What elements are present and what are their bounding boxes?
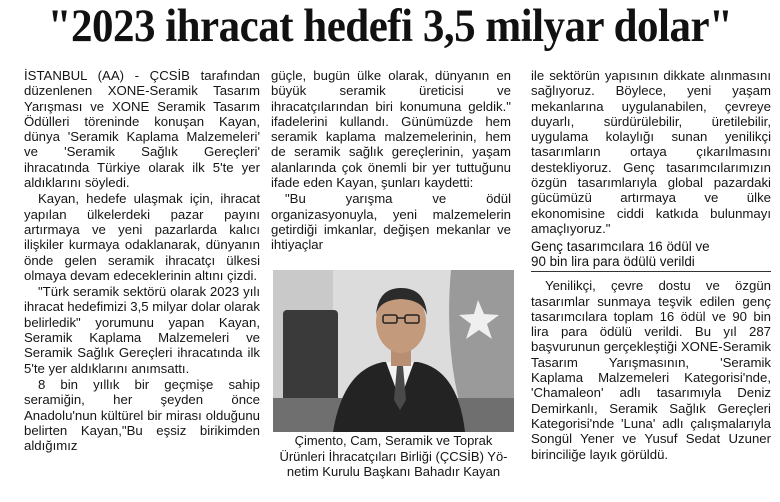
caption-line: Ürünleri İhracatçıları Birliği (ÇCSİB) Yö-	[279, 448, 508, 464]
article-column-1	[24, 68, 260, 454]
caption-line: netim Kurulu Başkanı Bahadır Kayan	[286, 464, 501, 479]
article-column-2	[271, 68, 511, 254]
paragraph: "Bu yarışma ve ödül organizasyonuyla, yeni malzemelerin getirdiği imkanlar, değişen mekanlar ve ihtiyaçlar	[271, 191, 511, 253]
subheading	[531, 239, 771, 272]
subheading-line: 90 bin lira para ödülü verildi	[531, 254, 695, 270]
paragraph: Kayan, hedefe ulaşmak için, ihracat yapılan ülkelerdeki pazar payını artırmaya ve yeni pazarlarda kalıcı ilişkiler kurmaya odaklanarak, dünyanın önde gelen seramik ihracatçı ülkesi olmaya devam edeceklerinin altını çizdi.	[24, 191, 260, 283]
article-column-3	[531, 68, 771, 463]
paragraph: ile sektörün yapısının dikkate alınmasını sağlıyoruz. Böylece, yeni yaşam mekanlarına uygulanabilen, çevreye duyarlı, sürdürülebilir, üretilebilir, uygulama kolaylığı sunan yenilikçi tasarımların ortaya çıkarılmasını destekliyoruz. Genç tasarımcılarımızın özgün tasarımlarıyla global pazardaki gücümüzü artırmaya ve ülke ekonomisine ciddi katkıda bulunmayı amaçlıyoruz."	[531, 68, 771, 236]
paragraph: İSTANBUL (AA) - ÇCSİB tarafından düzenlenen XONE-Seramik Tasarım Yarışması ve XONE Seramik Tasarım Ödülleri töreninde konuşan Kayan, dünya 'Seramik Kaplama Malzemeleri' ve 'Seramik Sağlık Gereçleri' ihracatında Türkiye olarak ilk 5'te yer aldıklarını söyledi.	[24, 68, 260, 191]
portrait-illustration	[273, 270, 514, 432]
paragraph: güçle, bugün ülke olarak, dünyanın en büyük seramik üreticisi ve ihracatçılarından biri konumuna geldik." ifadelerini kullandı. Günümüzde hem seramik kaplama malzemelerinin, hem de seramik sağlık gereçlerinin, yaşam alanlarında çok önemli bir yer tuttuğunu ifade eden Kayan, şunları kaydetti:	[271, 68, 511, 191]
paragraph: Yenilikçi, çevre dostu ve özgün tasarımlar sunmaya teşvik edilen genç tasarımcılara toplam 16 ödül ve 90 bin lira para ödülü verildi. Bu yıl 287 başvurunun gerçekleştiği XONE-Seramik Tasarım Yarışmasının, 'Seramik Kaplama Malzemeleri Kategorisi'nde, 'Chamaleon' adlı tasarımıyla Deniz Demirkanlı, Seramik Sağlık Gereçleri Kategorisi'nde 'Luna' adlı çalışmalarıyla Songül Yener ve Yusuf Sedat Uzuner birinciliğe layık görüldü.	[531, 278, 771, 462]
paragraph: 8 bin yıllık bir geçmişe sahip seramiğin, her şeyden önce Anadolu'nun kültürel bir mirası olduğunu belirten Kayan,"Bu eşsiz birikimden aldığımız	[24, 376, 260, 454]
subheading-line: Genç tasarımcılara 16 ödül ve	[531, 239, 710, 255]
headline: "2023 ihracat hedefi 3,5 milyar dolar"	[47, 1, 733, 52]
photo-caption	[273, 433, 514, 480]
paragraph: "Türk seramik sektörü olarak 2023 yılı ihracat hedefimizi 3,5 milyar dolar olarak belirledik" yorumunu yapan Kayan, Seramik Kaplama Malzemeleri ve Seramik Sağlık Gereçleri ihracatında ilk 5'te yer aldıklarını anımsattı.	[24, 284, 261, 376]
portrait-photo	[273, 270, 514, 432]
caption-line: Çimento, Cam, Seramik ve Toprak	[294, 433, 493, 448]
